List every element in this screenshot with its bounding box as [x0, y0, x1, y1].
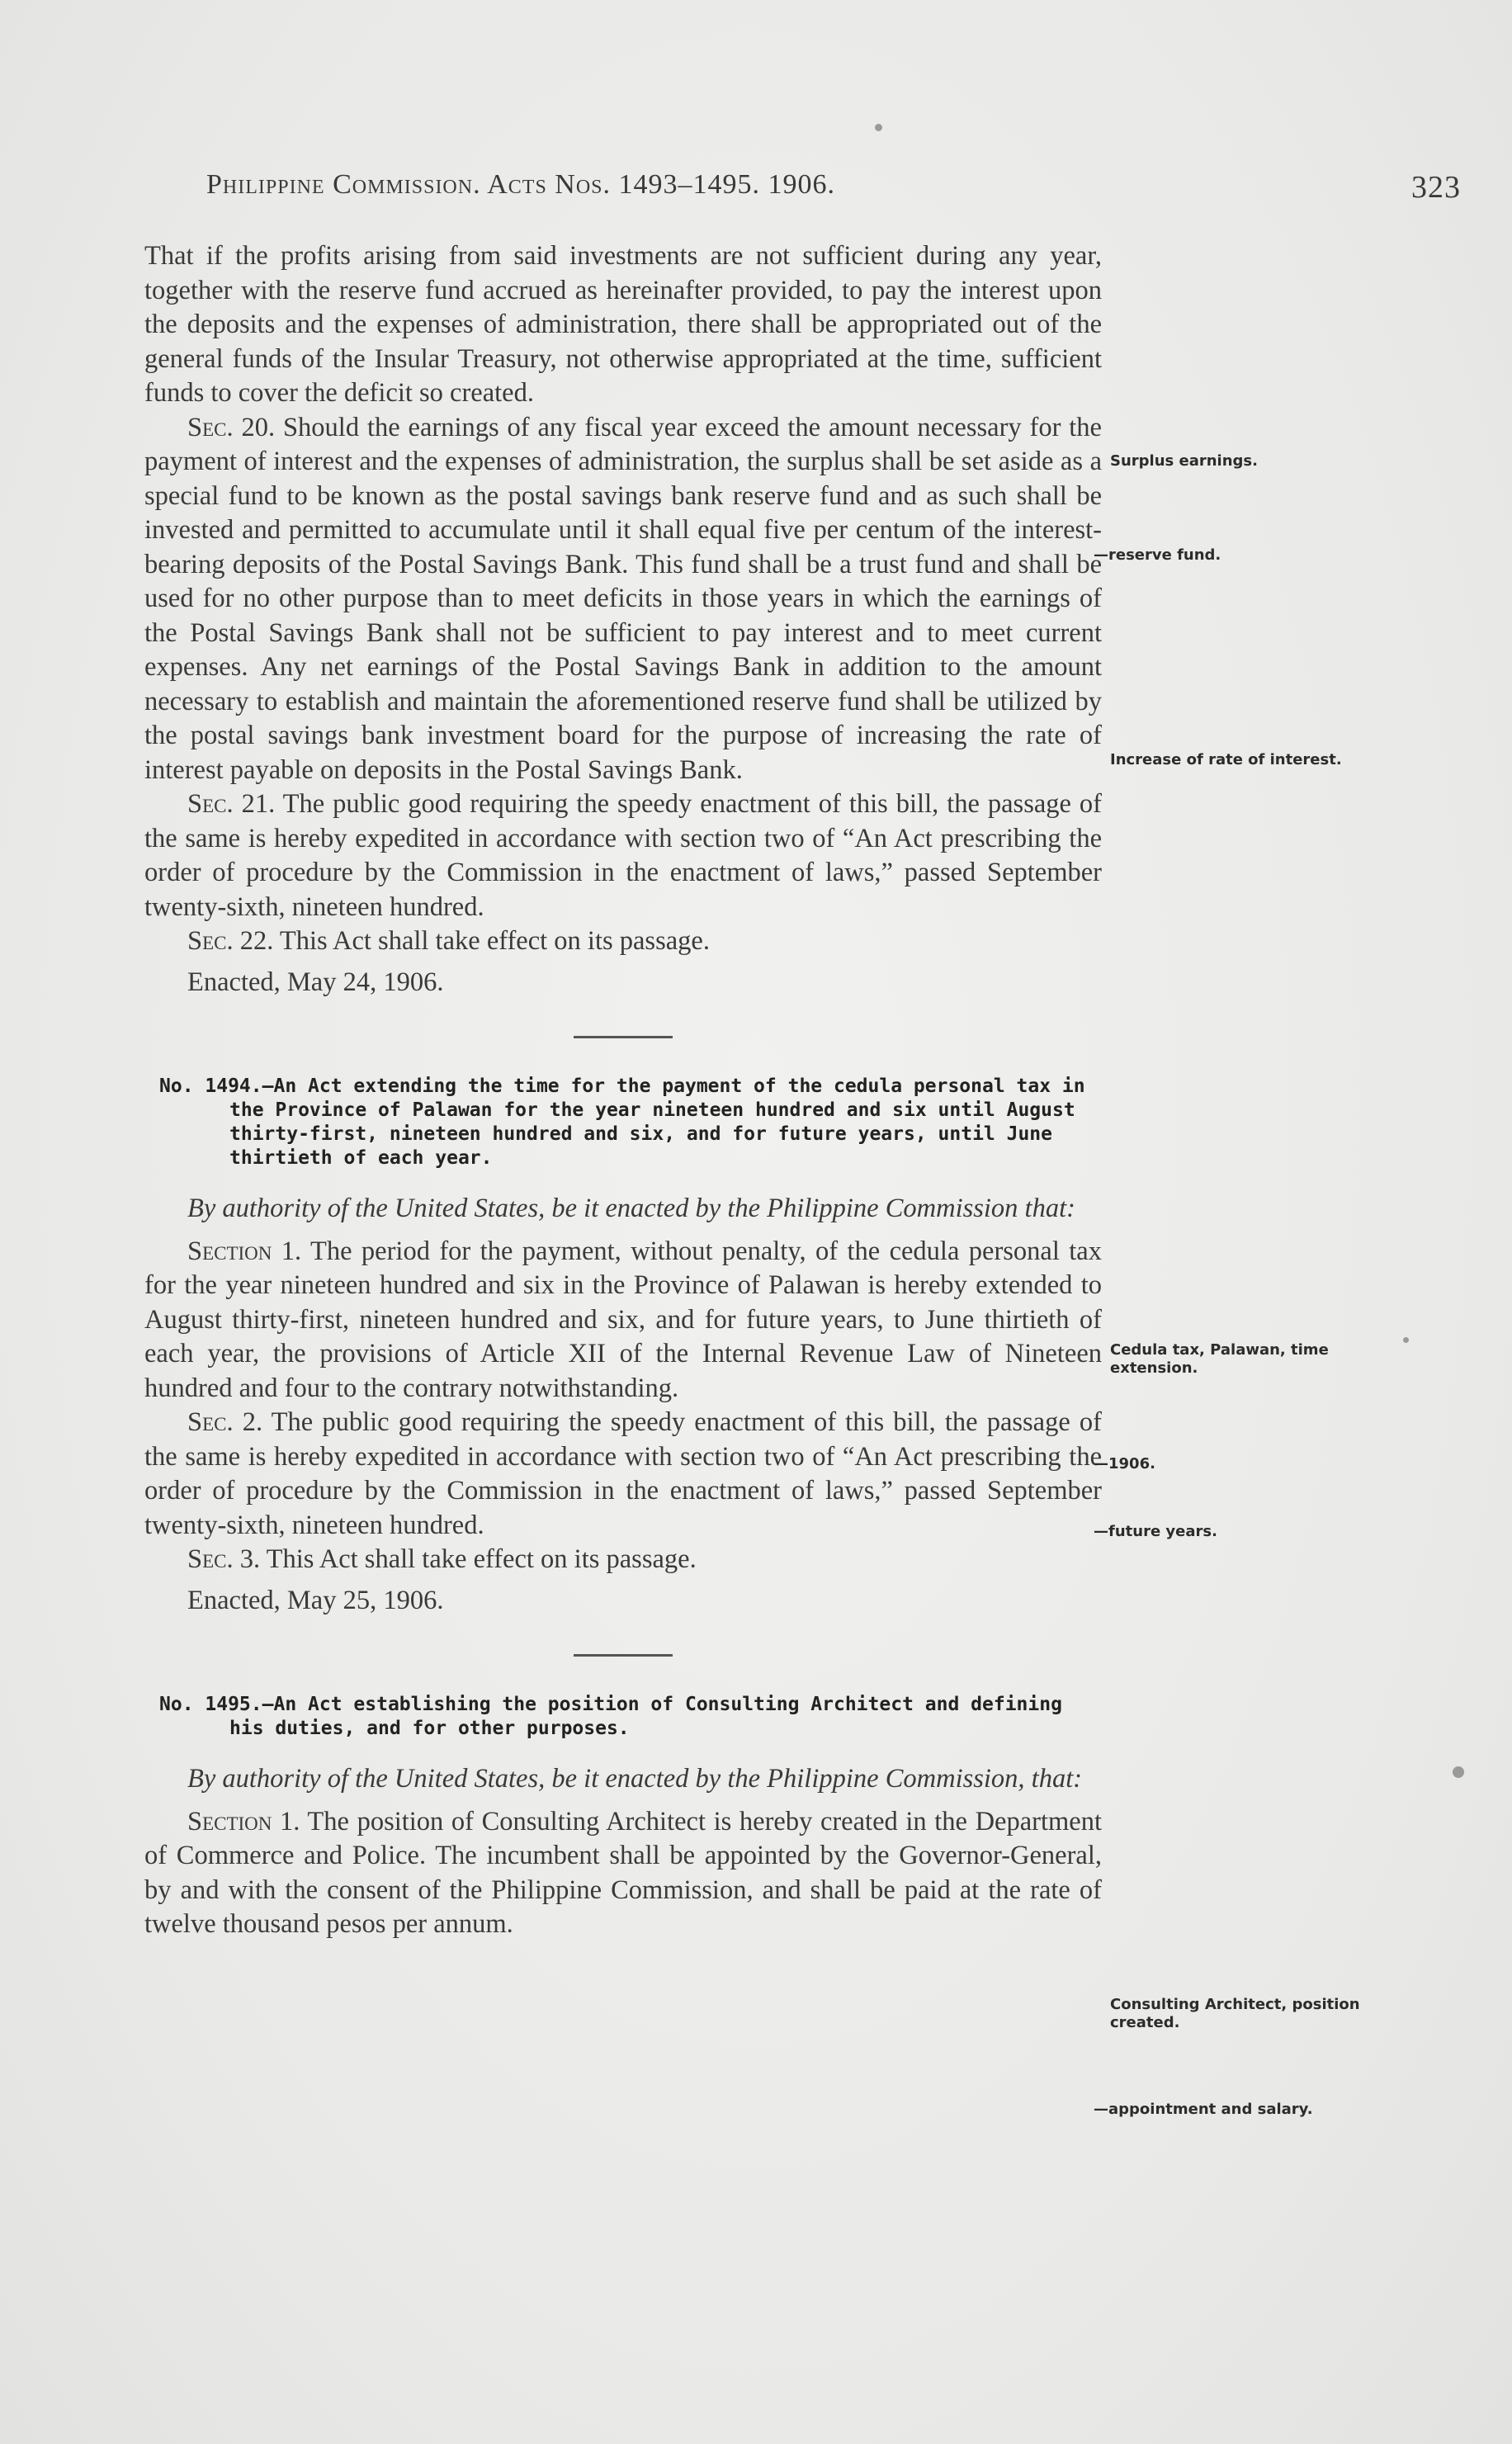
- section-text: The position of Consulting Architect is hereby created in the Department of Commerce and Police. The incumbent shall be appointed by the Governor-General, by and with the consent of the Philippine Commission, and shall be paid at the rate of twelve thousand pesos per annum.: [144, 1806, 1102, 1939]
- running-title: Philippine Commission. Acts Nos. 1493–1495. 1906.: [206, 169, 836, 200]
- act-1495-title: No. 1495.—An Act establishing the position of Consulting Architect and defining his duties, and for other purposes.: [159, 1694, 1062, 1739]
- section-label: Sec. 21.: [187, 789, 276, 819]
- margin-note-cedula-tax: Cedula tax, Palawan, time extension.: [1110, 1341, 1329, 1377]
- act-1494-section-3: [144, 1543, 1102, 1577]
- section-label: Sec. 20.: [187, 412, 276, 442]
- paragraph: That if the profits arising from said investments are not sufficient during any year, together with the reserve fund accrued as hereinafter provided, to pay the interest upon the deposits and the expenses of administration, there shall be appropriated out of the general funds of the Insular Treasury, not otherwise appropriated at the time, sufficient funds to cover the deficit so created.: [144, 241, 1102, 408]
- page-body: [144, 239, 1102, 1942]
- act-1494-section-1: [144, 1235, 1102, 1406]
- section-label: Sec. 22.: [187, 926, 274, 956]
- margin-note-appointment-salary: —appointment and salary.: [1094, 2101, 1313, 2118]
- section-label: Sec. 3.: [187, 1544, 261, 1574]
- act-1495-section-1: [144, 1805, 1102, 1942]
- section-20: [144, 411, 1102, 788]
- divider-rule: [574, 1036, 673, 1038]
- section-21: [144, 787, 1102, 924]
- section-text: This Act shall take effect on its passage.: [266, 1544, 697, 1574]
- section-label: Section 1.: [187, 1236, 302, 1266]
- act-1494-title: No. 1494.—An Act extending the time for the payment of the cedula personal tax in the Province of Palawan for the year nineteen hundred and six until August thirty-first, nineteen hundred and six, and for future years, until June thirtieth of each year.: [159, 1075, 1085, 1169]
- enacting-clause: By authority of the United States, be it enacted by the Philippine Commission that:: [187, 1194, 1075, 1223]
- margin-note-surplus-earnings: Surplus earnings.: [1110, 452, 1258, 470]
- margin-note-1906: —1906.: [1094, 1455, 1155, 1473]
- margin-note-increase-rate: Increase of rate of interest.: [1110, 751, 1342, 768]
- page-number: 323: [1411, 170, 1461, 205]
- speck-mark: [1453, 1766, 1464, 1778]
- margin-note-future-years: —future years.: [1094, 1523, 1217, 1540]
- section-text: The period for the payment, without penalty, of the cedula personal tax for the year nineteen hundred and six in the Province of Palawan is hereby extended to August thirty-first, nineteen hundred and six, and for future years, to June thirtieth of each year, the provisions of Article XII of the Internal Revenue Law of Nineteen hundred and four to the contrary notwithstanding.: [144, 1236, 1102, 1403]
- divider-rule: [574, 1654, 673, 1657]
- section-text: This Act shall take effect on its passage.: [279, 926, 710, 956]
- enacted-date: Enacted, May 24, 1906.: [187, 967, 444, 997]
- enacted-date: Enacted, May 25, 1906.: [187, 1585, 444, 1615]
- section-text: Should the earnings of any fiscal year exceed the amount necessary for the payment of interest and the expenses of administration, the surplus shall be set aside as a special fund to be known as the postal savings bank reserve fund and as such shall be invested and permitted to accumulate until it shall equal five per centum of the interest-bearing deposits of the Postal Savings Bank. This fund shall be a trust fund and shall be used for no other purpose than to meet deficits in those years in which the earnings of the Postal Savings Bank shall not be sufficient to pay interest and to meet current expenses. Any net earnings of the Postal Savings Bank in addition to the amount necessary to establish and maintain the aforementioned reserve fund shall be utilized by the postal savings bank investment board for the purpose of increasing the rate of interest payable on deposits in the Postal Savings Bank.: [144, 412, 1102, 785]
- enacting-clause: By authority of the United States, be it enacted by the Philippine Commission, that:: [187, 1764, 1083, 1794]
- section-label: Sec. 2.: [187, 1407, 263, 1437]
- running-header: [206, 169, 1461, 210]
- section-label: Section 1.: [187, 1806, 300, 1837]
- margin-note-reserve-fund: —reserve fund.: [1094, 546, 1221, 564]
- section-text: The public good requiring the speedy enactment of this bill, the passage of the same is hereby expedited in accordance with section two of “An Act prescribing the order of procedure by the Commission in the enactment of laws,” passed September twenty-sixth, nineteen hundred.: [144, 1407, 1102, 1540]
- section-text: The public good requiring the speedy enactment of this bill, the passage of the same is hereby expedited in accordance with section two of “An Act prescribing the order of procedure by the Commission in the enactment of laws,” passed September twenty-sixth, nineteen hundred.: [144, 789, 1102, 922]
- margin-note-consulting-architect: Consulting Architect, position created.: [1110, 1996, 1360, 2031]
- section-22: [144, 924, 1102, 959]
- speck-mark: [875, 124, 882, 131]
- act-1494-section-2: [144, 1406, 1102, 1543]
- speck-mark: [1403, 1337, 1409, 1343]
